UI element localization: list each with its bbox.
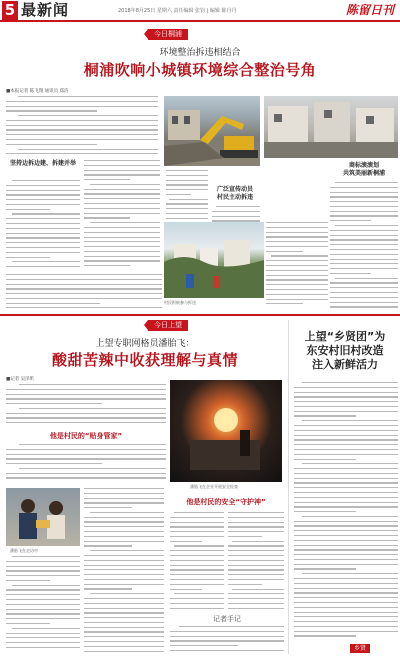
side-story-text — [294, 382, 398, 638]
top-story-subhead-3: 商标滚滚划 共筑美丽新桐浦 — [342, 162, 385, 177]
top-story-subtitle: 环境整治拆违相结合 — [159, 48, 241, 58]
bottom-story-subtitle: 上望专职网格员潘胎飞： — [95, 339, 195, 349]
top-story-subhead-2: 广泛宣传动员 村民主动拆违 — [216, 186, 253, 201]
demolition-photo — [164, 96, 260, 166]
factory-photo — [170, 380, 282, 482]
editor-note-text — [170, 626, 284, 654]
bottom-story-quote-heading-1: 他是村民的“贴身管家” — [49, 432, 123, 440]
top-story-headline: 桐浦吹响小城镇环境综合整治号角 — [83, 61, 317, 79]
factory-photo-caption: 潘胎飞在企业开展安全检查 — [190, 484, 238, 489]
village-photo — [164, 222, 264, 298]
bottom-story-quote-heading-2: 他是村民的安全“守护神” — [186, 498, 266, 506]
masthead — [0, 0, 400, 22]
top-story-subhead-1: 坚持边拆边建、拆建并举 — [9, 160, 76, 167]
bottom-story-headline: 酸甜苦辣中收获理解与真情 — [51, 351, 238, 369]
top-story-col6-text — [330, 182, 398, 308]
interview-photo-caption: 潘胎飞在走访中 — [10, 548, 38, 553]
issue-meta: 2018年8月25日 星期六 责任编辑 张钧 | 编辑 陈丹丹 — [118, 8, 237, 14]
bottom-story-tag: 今日上望 — [148, 320, 188, 331]
street-photo — [264, 96, 398, 158]
side-story-headline: 上望“乡贤团”为 东安村旧村改造 注入新鲜活力 — [304, 330, 386, 371]
page-number: 5 — [2, 1, 18, 20]
village-photo-caption: 村民积极参与拆违 — [164, 300, 196, 305]
section-title: 最新闻 — [21, 1, 70, 19]
newspaper-logo: 陈留日刊 — [345, 3, 394, 17]
top-story-lead-text — [6, 96, 158, 154]
top-story-col5-text — [266, 222, 328, 308]
bottom-story-col2-text — [84, 488, 164, 652]
top-story-tag: 今日桐浦 — [148, 29, 188, 40]
bottom-story-col3-text — [170, 512, 224, 612]
top-story-col1-text — [6, 180, 80, 270]
column-divider — [288, 320, 289, 654]
top-story-byline: ■本报记者 陈飞翔 通讯员 郑洁 — [6, 89, 69, 94]
top-story-col2-text — [84, 160, 160, 270]
bottom-story-col1b-text — [6, 556, 80, 652]
bottom-story-byline: ■记者 吴泽昕 — [6, 377, 35, 382]
editor-note-heading: 记者手记 — [213, 615, 241, 623]
footer-tag: 乡贤 — [350, 644, 370, 653]
interview-photo — [6, 488, 80, 546]
top-story-col-bottom-left — [6, 274, 162, 308]
section-divider — [0, 314, 400, 316]
bottom-story-col1-text — [6, 444, 166, 484]
bottom-story-col4-text — [228, 512, 284, 612]
bottom-story-lead-text — [6, 384, 166, 428]
